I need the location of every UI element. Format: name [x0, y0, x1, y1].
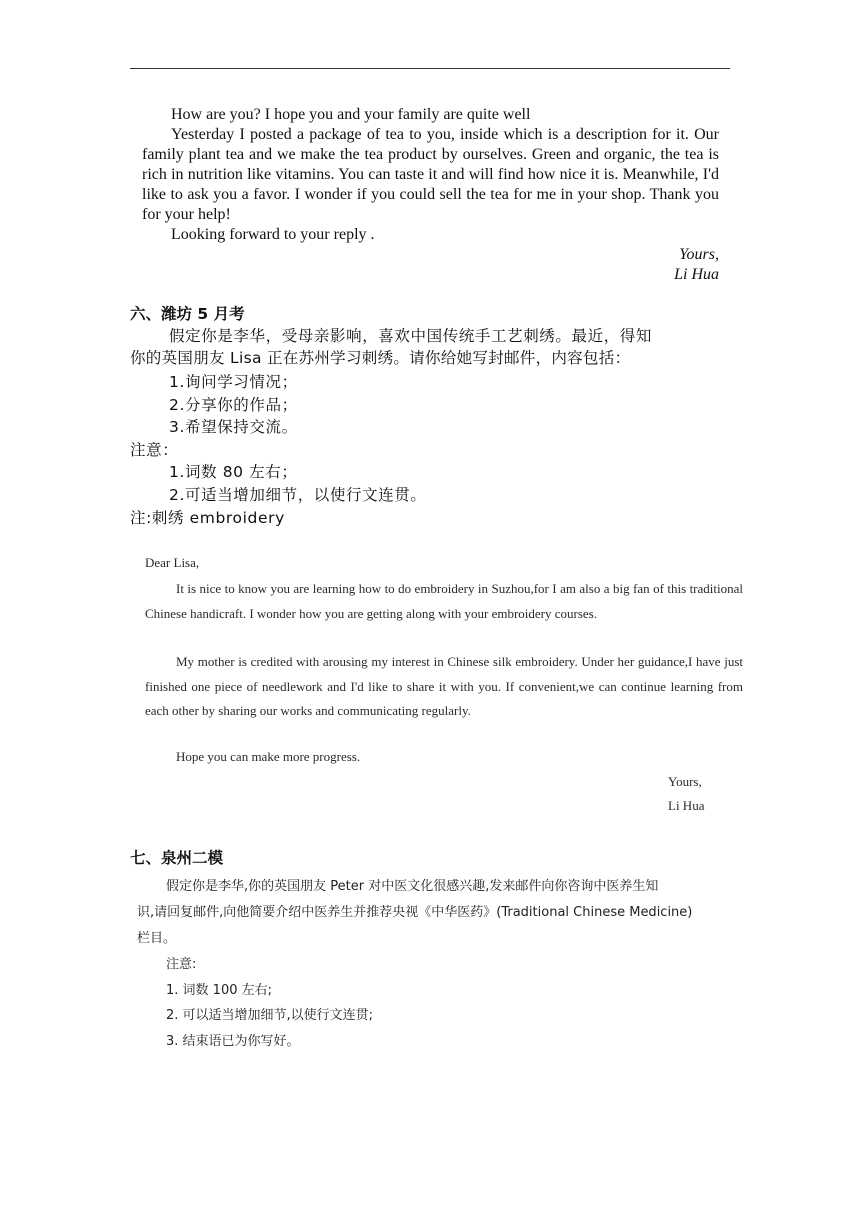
letter1-signature: Li Hua [674, 266, 719, 283]
section6-heading: 六、潍坊 5 月考 [130, 305, 245, 323]
letter1-greeting-line: How are you? I hope you and your family are quite well [171, 106, 531, 123]
section6-prompt-line2: 你的英国朋友 Lisa 正在苏州学习刺绣。请你给她写封邮件，内容包括： [130, 349, 631, 367]
section7-heading: 七、泉州二模 [130, 849, 224, 867]
letter1-signoff: Yours, [679, 246, 719, 263]
section7-prompt-line2: 识,请回复邮件,向他简要介绍中医养生并推荐央视《中华医药》(Traditional Chinese Medicine) [137, 905, 693, 920]
top-rule [130, 68, 730, 69]
section6-item3: 3.希望保持交流。 [169, 418, 298, 436]
sample-para2-block [145, 650, 743, 724]
letter1-body: Yesterday I posted a package of tea to you, inside which is a description for it. Our family plant tea and we make the tea product by ourselves. Green and organic, the tea is rich in nutrition like vitamins. You can taste it and will find how nice it is. Meanwhile, I'd like to ask you a favor. I wonder if you could sell the tea for me in your shop. Thank you for your help! [142, 126, 719, 223]
section6-note2: 2.可适当增加细节，以使行文连贯。 [169, 486, 427, 504]
section6-note-label: 注意： [130, 441, 179, 459]
section7-note-label: 注意: [166, 957, 197, 972]
section7-note1: 1. 词数 100 左右; [166, 983, 272, 998]
section6-note1: 1.词数 80 左右； [169, 463, 298, 481]
section7-note2: 2. 可以适当增加细节,以使行文连贯; [166, 1008, 374, 1023]
letter1-closing: Looking forward to your reply . [171, 226, 375, 243]
section6-gloss: 注:刺绣 embroidery [130, 509, 285, 527]
sample-para1: It is nice to know you are learning how to do embroidery in Suzhou,for I am also a big fan of this traditional Chinese handicraft. I wonder how you are getting along with your embroidery courses. [145, 581, 743, 621]
sample-signoff: Yours, [668, 774, 702, 789]
sample-para1-block [145, 577, 743, 626]
sample-salutation: Dear Lisa, [145, 555, 200, 570]
sample-para3: Hope you can make more progress. [176, 749, 361, 764]
section6-item1: 1.询问学习情况； [169, 373, 298, 391]
section6-prompt-line1: 假定你是李华，受母亲影响，喜欢中国传统手工艺刺绣。最近，得知 [169, 327, 653, 345]
section7-note3: 3. 结束语已为你写好。 [166, 1034, 300, 1049]
section6-item2: 2.分享你的作品； [169, 396, 298, 414]
sample-para2: My mother is credited with arousing my interest in Chinese silk embroidery. Under her guidance,I have just finished one piece of needlework and I'd like to share it with you. If convenient,we can continue learning from each other by sharing our works and communicating regularly. [145, 654, 743, 718]
section7-prompt-line3: 栏目。 [137, 931, 177, 946]
section7-prompt-line1: 假定你是李华,你的英国朋友 Peter 对中医文化很感兴趣,发来邮件向你咨询中医养生知 [166, 879, 659, 894]
sample-signature: Li Hua [668, 798, 705, 813]
